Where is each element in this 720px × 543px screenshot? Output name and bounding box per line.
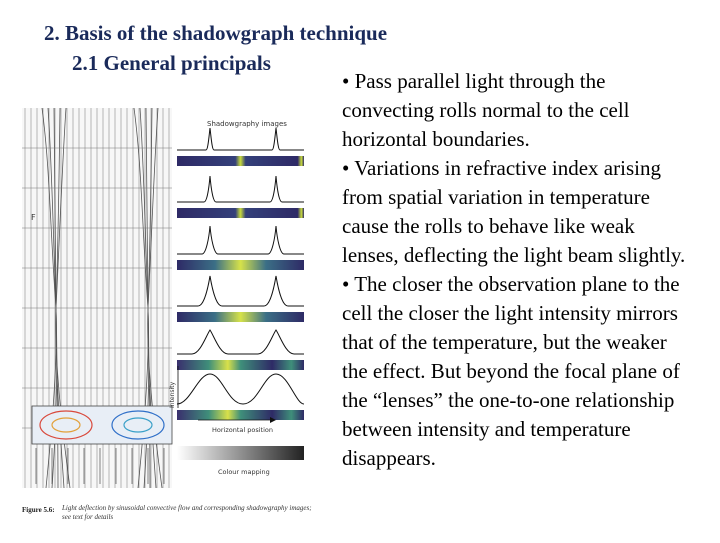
bullet-item: • Pass parallel light through the convecting rolls normal to the cell horizontal boundaries. [342,69,630,151]
intensity-stripes [177,156,304,420]
colour-map-label: Colour mapping [218,468,270,476]
colour-map-bar [177,446,304,460]
page-title: 2. Basis of the shadowgraph technique [44,21,388,45]
shadowgraph-figure [22,108,312,538]
convection-cell [32,406,172,444]
bullet-item: • The closer the observation plane to the cell the closer the light intensity mirrors that of the temperature, but the weaker the effect. But beyond the focal plane of the “lenses” the one-to-one relationship between intensity and temperature disappears. [342,272,680,470]
figure-svg [22,108,312,538]
figure-caption: Light deflection by sinusoidal convective flow and corresponding shadowgraphy images; see text for details [62,504,312,521]
x-axis-label: Horizontal position [212,426,274,434]
bullet-list [342,67,692,473]
page-subtitle: 2.1 General principals [72,51,271,75]
bullet-item: • Variations in refractive index arising from spatial variation in temperature cause the rolls to behave like weak lenses, deflecting the light beam slightly. [342,156,686,267]
focal-marker: F [31,213,36,222]
figure-caption-label: Figure 5.6: [22,506,55,514]
panel-title: Shadowgraphy images [207,120,287,128]
y-axis-label: Intensity [169,381,176,408]
